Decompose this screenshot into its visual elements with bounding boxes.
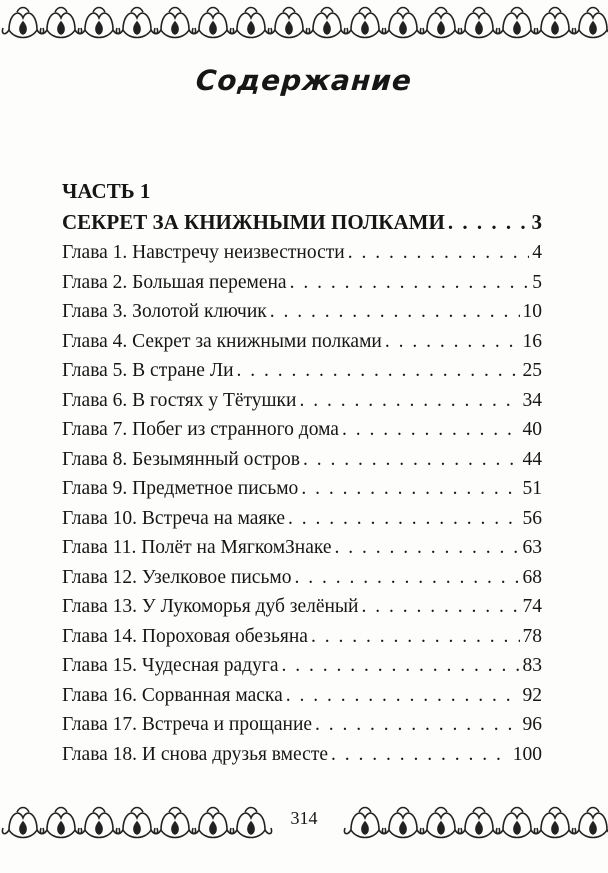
toc-chapter-row[interactable] (62, 238, 542, 268)
toc-chapter-row[interactable] (62, 297, 542, 327)
chapter-page-number: 25 (522, 360, 542, 381)
leader-dots (361, 592, 519, 622)
chapter-title: Глава 3. Золотой ключик (62, 301, 267, 322)
leader-dots (303, 445, 519, 475)
leader-dots (294, 563, 519, 593)
chapter-title: Глава 10. Встреча на маяке (62, 507, 286, 529)
leader-dots (270, 297, 520, 327)
toc-chapter-row[interactable] (62, 533, 542, 563)
chapter-title: Глава 17. Встреча и прощание (62, 714, 313, 735)
toc-chapter-row[interactable] (62, 622, 542, 652)
toc-section-row[interactable] (62, 207, 542, 238)
leader-dots (237, 356, 520, 386)
chapter-page-number: 40 (522, 419, 542, 440)
chapter-page-number: 92 (522, 684, 542, 706)
leader-dots (286, 681, 520, 711)
chapter-page-number: 56 (522, 507, 542, 529)
chapter-list (62, 238, 542, 769)
toc-chapter-row[interactable] (62, 327, 542, 357)
chapter-title: Глава 5. В стране Ли (62, 360, 234, 381)
leader-dots (299, 386, 519, 416)
section-page-number: 3 (531, 210, 542, 234)
toc-chapter-row[interactable] (62, 474, 542, 504)
leader-dots (348, 238, 530, 268)
leader-dots (448, 207, 529, 238)
chapter-title: Глава 7. Побег из странного дома (62, 419, 339, 440)
chapter-title: Глава 4. Секрет за книжными полками (62, 330, 382, 352)
chapter-page-number: 63 (522, 537, 542, 558)
chapter-title: Глава 8. Безымянный остров (62, 448, 301, 470)
toc-chapter-row[interactable] (62, 651, 542, 681)
chapter-page-number: 68 (522, 566, 542, 588)
chapter-title: Глава 16. Сорванная маска (62, 684, 283, 706)
chapter-title: Глава 1. Навстречу неизвестности (62, 242, 345, 263)
chapter-page-number: 100 (512, 743, 542, 765)
part-heading: ЧАСТЬ 1 (62, 179, 151, 203)
leader-dots (385, 327, 520, 357)
chapter-title: Глава 2. Большая перемена (62, 271, 287, 293)
chapter-title: Глава 15. Чудесная радуга (62, 655, 279, 676)
chapter-page-number: 96 (522, 714, 542, 735)
toc-chapter-row[interactable] (62, 592, 542, 622)
chapter-title: Глава 12. Узелковое письмо (62, 566, 292, 588)
chapter-title: Глава 9. Предметное письмо (62, 478, 299, 499)
leader-dots (315, 710, 519, 740)
toc-chapter-row[interactable] (62, 504, 542, 534)
chapter-title: Глава 18. И снова друзья вместе (62, 743, 328, 765)
leader-dots (282, 651, 520, 681)
chapter-page-number: 74 (522, 596, 542, 617)
chapter-page-number: 34 (522, 389, 542, 411)
toc-chapter-row[interactable] (62, 740, 542, 770)
chapter-title: Глава 11. Полёт на МягкомЗнаке (62, 537, 332, 558)
leader-dots (335, 533, 520, 563)
toc-chapter-row[interactable] (62, 681, 542, 711)
chapter-page-number: 51 (522, 478, 542, 499)
chapter-page-number: 16 (522, 330, 542, 352)
leader-dots (331, 740, 510, 770)
leader-dots (301, 474, 519, 504)
ornament-border-top (0, 0, 608, 52)
chapter-page-number: 44 (522, 448, 542, 470)
toc-chapter-row[interactable] (62, 563, 542, 593)
page-number: 314 (290, 808, 318, 828)
leader-dots (342, 415, 520, 445)
chapter-page-number: 83 (522, 655, 542, 676)
toc-chapter-row[interactable] (62, 710, 542, 740)
chapter-title: Глава 14. Пороховая обезьяна (62, 625, 308, 647)
chapter-page-number: 78 (522, 625, 542, 647)
table-of-contents (62, 176, 542, 769)
leader-dots (311, 622, 520, 652)
leader-dots (288, 504, 519, 534)
toc-chapter-row[interactable] (62, 386, 542, 416)
chapter-page-number: 10 (522, 301, 542, 322)
chapter-page-number: 5 (532, 271, 542, 293)
page-title: Содержание (194, 64, 414, 97)
chapter-page-number: 4 (532, 242, 542, 263)
chapter-title: Глава 13. У Лукоморья дуб зелёный (62, 596, 359, 617)
toc-chapter-row[interactable] (62, 415, 542, 445)
toc-chapter-row[interactable] (62, 356, 542, 386)
chapter-title: Глава 6. В гостях у Тётушки (62, 389, 297, 411)
leader-dots (290, 268, 530, 298)
toc-chapter-row[interactable] (62, 268, 542, 298)
toc-chapter-row[interactable] (62, 445, 542, 475)
section-title: СЕКРЕТ ЗА КНИЖНЫМИ ПОЛКАМИ (62, 210, 445, 234)
